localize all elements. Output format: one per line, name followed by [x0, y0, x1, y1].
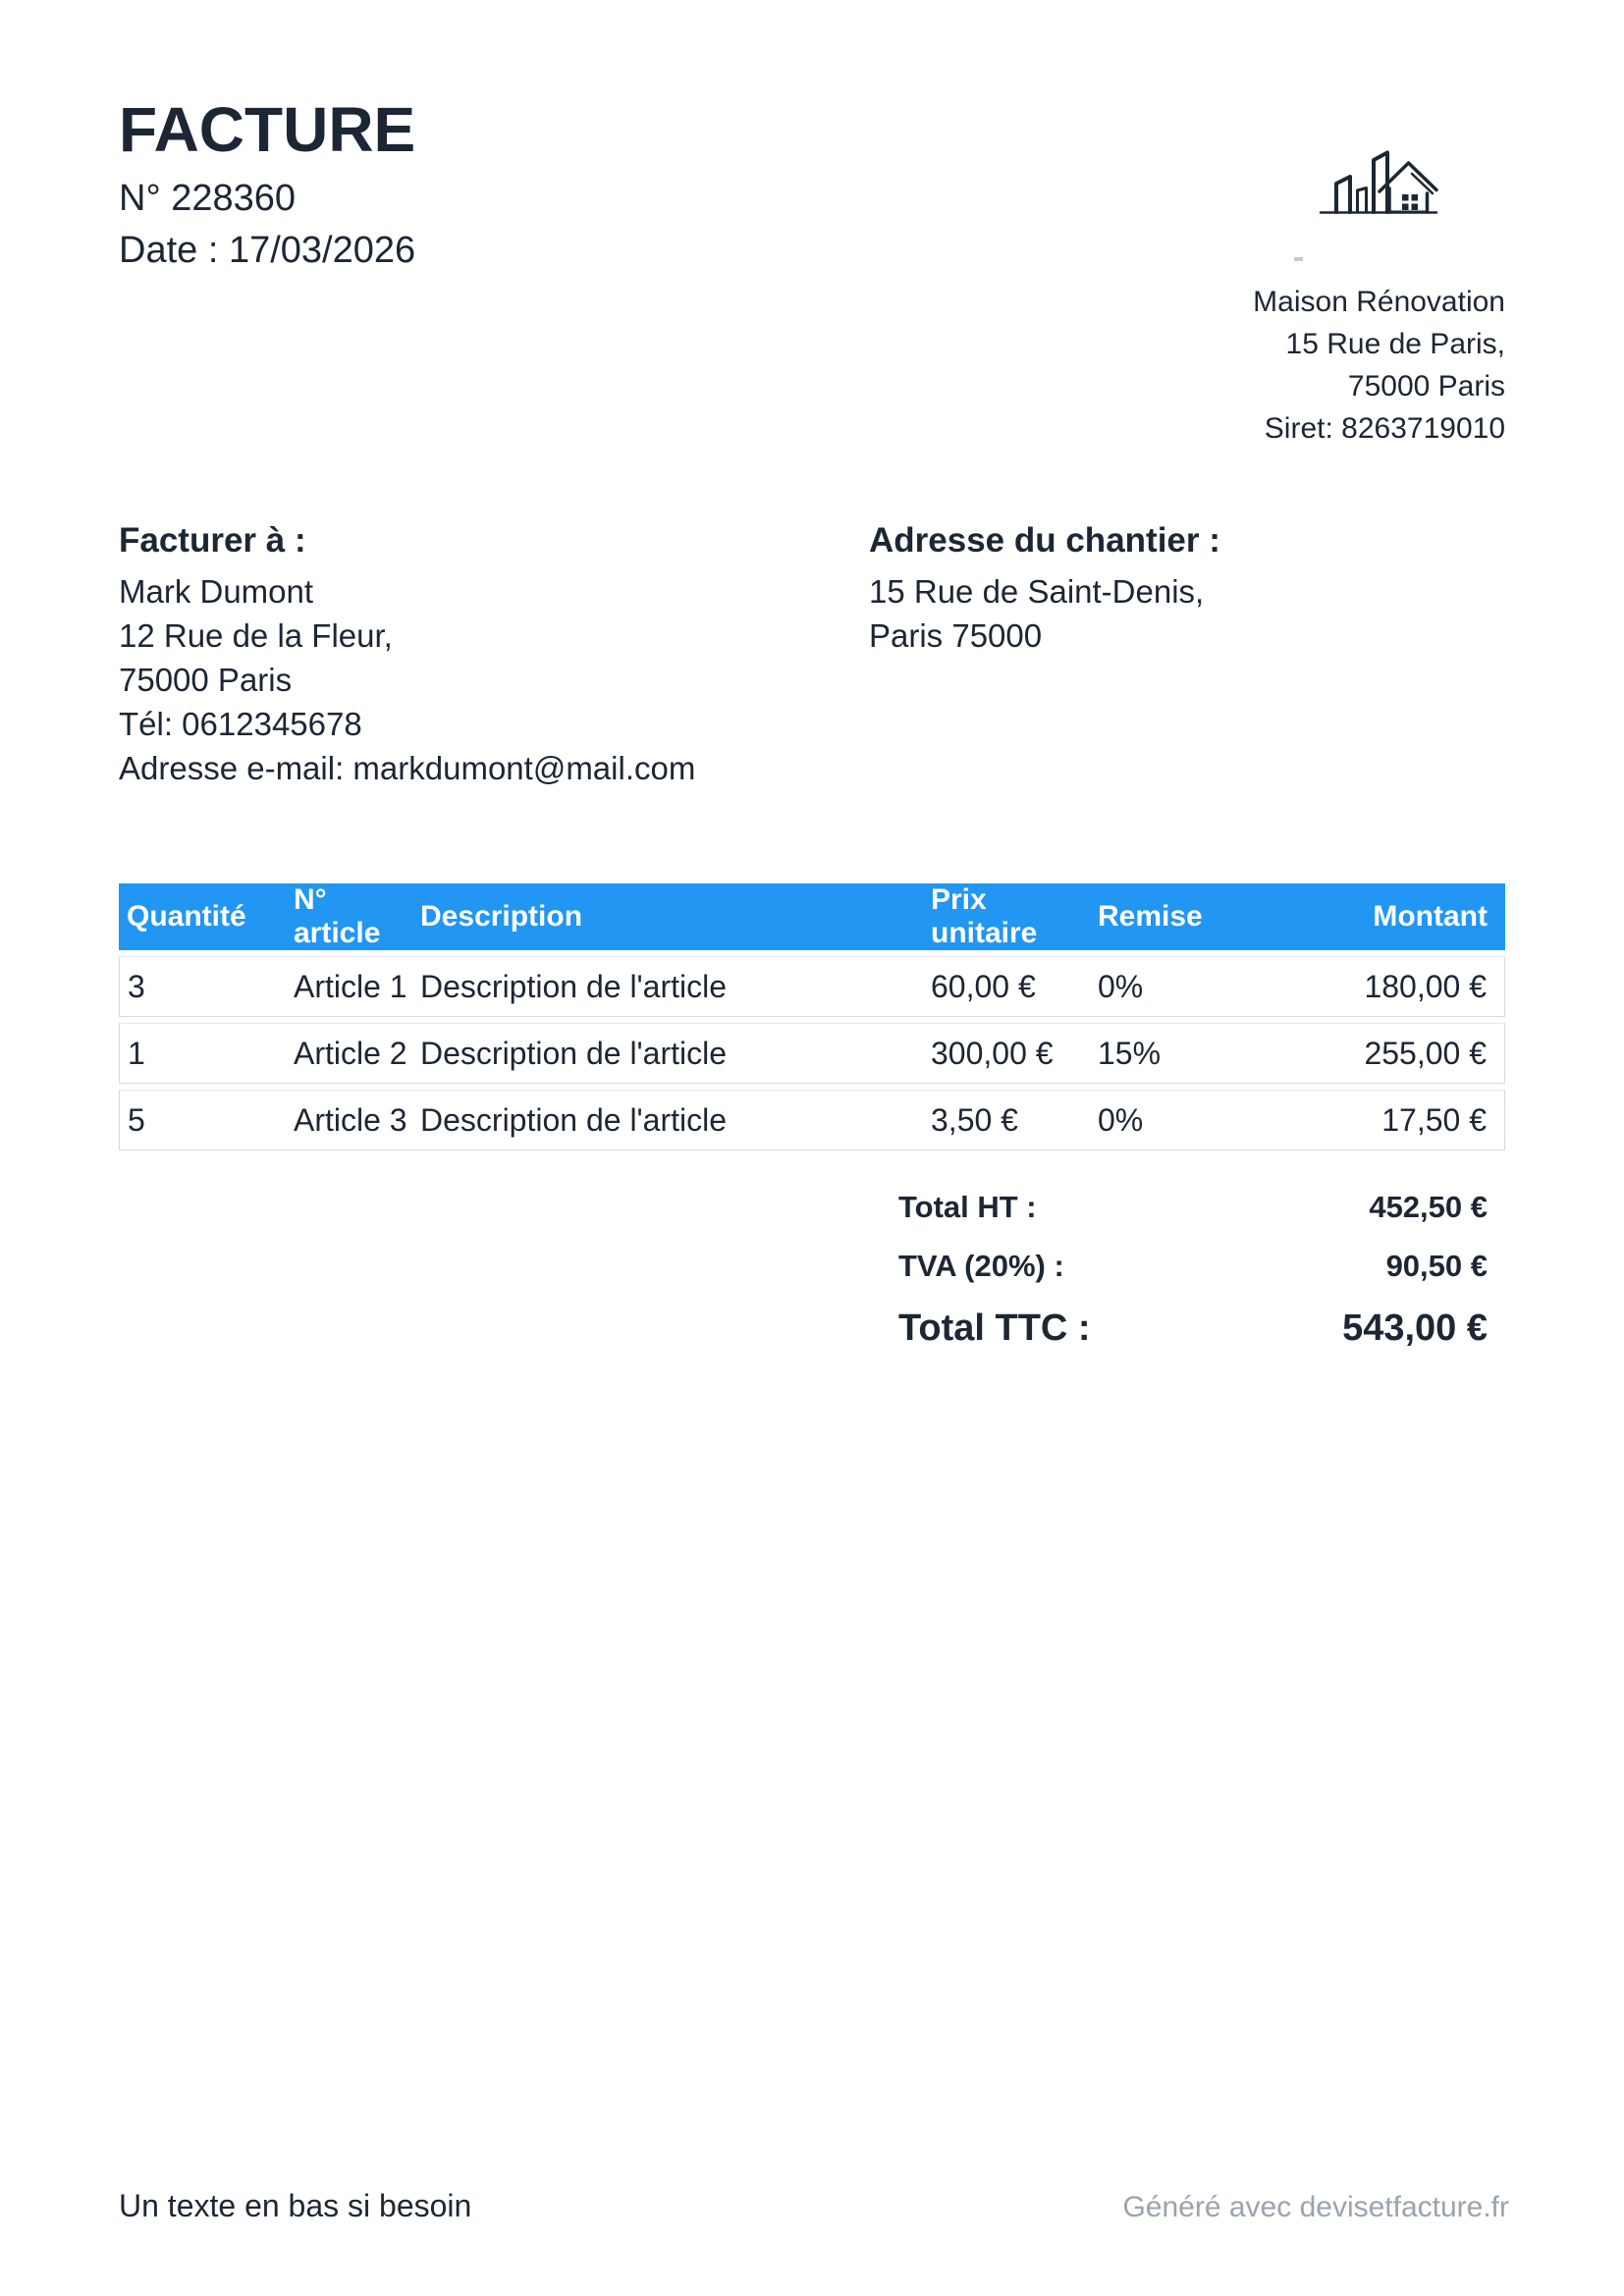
cell-discount: 0% — [1090, 1090, 1257, 1150]
cell-unit-price: 300,00 € — [923, 1023, 1090, 1084]
total-ht-value: 452,50 € — [1369, 1190, 1488, 1224]
page-title: FACTURE — [119, 94, 416, 165]
bill-to-heading: Facturer à : — [119, 521, 306, 560]
tva-label: TVA (20%) : — [898, 1249, 1064, 1283]
cell-amount: 180,00 € — [1257, 956, 1505, 1017]
company-address-line2: 75000 Paris — [1347, 370, 1505, 402]
cell-unit-price: 60,00 € — [923, 956, 1090, 1017]
footer-note: Un texte en bas si besoin — [119, 2188, 472, 2223]
invoice-number: N° 228360 — [119, 178, 296, 219]
bill-to-email: Adresse e-mail: markdumont@mail.com — [119, 750, 696, 786]
bill-to-name: Mark Dumont — [119, 573, 314, 610]
header-discount: Remise — [1090, 883, 1257, 950]
total-ttc-value: 543,00 € — [1342, 1308, 1488, 1349]
cell-article: Article 1 — [286, 956, 412, 1017]
table-row — [119, 956, 1505, 1017]
cell-quantity: 1 — [119, 1023, 286, 1084]
cell-article: Article 3 — [286, 1090, 412, 1150]
cell-article: Article 2 — [286, 1023, 412, 1084]
company-info — [1253, 281, 1505, 450]
cell-quantity: 5 — [119, 1090, 286, 1150]
table-row — [119, 1023, 1505, 1084]
tva-row — [898, 1245, 1488, 1288]
cell-amount: 255,00 € — [1257, 1023, 1505, 1084]
logo-caption-dash — [1294, 257, 1303, 261]
site-address-heading: Adresse du chantier : — [869, 521, 1220, 560]
total-ht-label: Total HT : — [898, 1190, 1037, 1224]
cell-description: Description de l'article — [412, 1023, 923, 1084]
page-footer — [119, 2188, 1509, 2224]
total-ht-row — [898, 1186, 1488, 1229]
table-row — [119, 1090, 1505, 1150]
cell-discount: 0% — [1090, 956, 1257, 1017]
items-table-header-row — [119, 883, 1505, 950]
header-unit-price: Prix unitaire — [923, 883, 1090, 950]
footer-credit: Généré avec devisetfacture.fr — [1122, 2191, 1509, 2223]
invoice-date: Date : 17/03/2026 — [119, 230, 416, 271]
invoice-meta — [119, 173, 415, 277]
site-address-block — [869, 521, 1220, 658]
site-address-street: 15 Rue de Saint-Denis, — [869, 573, 1205, 610]
buildings-house-logo-icon — [1317, 143, 1440, 216]
cell-discount: 15% — [1090, 1023, 1257, 1084]
bill-to-phone: Tél: 0612345678 — [119, 706, 362, 742]
cell-amount: 17,50 € — [1257, 1090, 1505, 1150]
site-address-city: Paris 75000 — [869, 617, 1043, 654]
company-siret: Siret: 8263719010 — [1264, 412, 1505, 445]
items-table — [119, 878, 1505, 1156]
company-name: Maison Rénovation — [1253, 286, 1505, 318]
header-description: Description — [412, 883, 923, 950]
bill-to-city: 75000 Paris — [119, 662, 293, 698]
cell-description: Description de l'article — [412, 956, 923, 1017]
cell-quantity: 3 — [119, 956, 286, 1017]
bill-to-street: 12 Rue de la Fleur, — [119, 617, 393, 654]
totals-block — [898, 1186, 1488, 1353]
company-address-line1: 15 Rue de Paris, — [1285, 328, 1505, 360]
cell-description: Description de l'article — [412, 1090, 923, 1150]
header-article: N° article — [286, 883, 412, 950]
header-amount: Montant — [1257, 883, 1505, 950]
cell-unit-price: 3,50 € — [923, 1090, 1090, 1150]
header-quantity: Quantité — [119, 883, 286, 950]
bill-to-block — [119, 521, 695, 790]
total-ttc-label: Total TTC : — [898, 1308, 1091, 1349]
total-ttc-row — [898, 1304, 1488, 1353]
tva-value: 90,50 € — [1385, 1249, 1488, 1283]
